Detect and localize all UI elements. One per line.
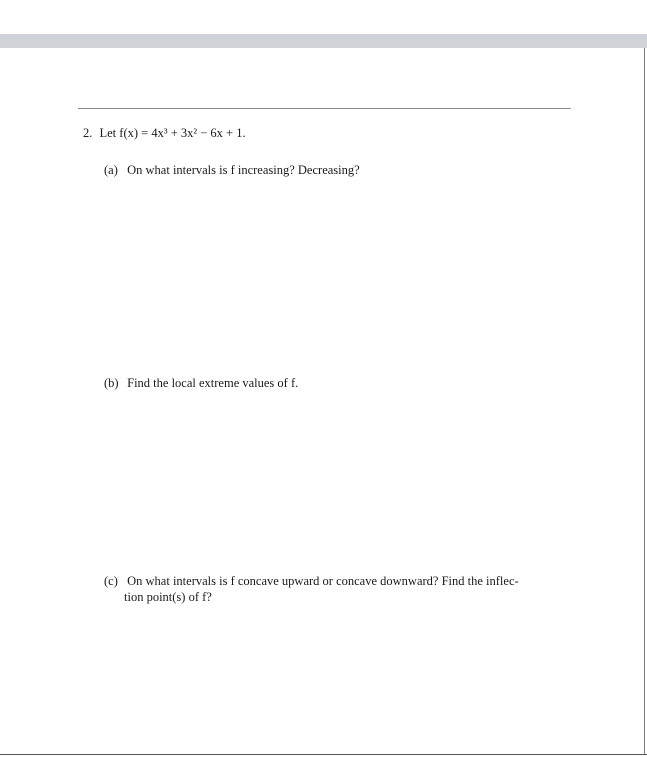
part-c-text-line1: On what intervals is f concave upward or concave downward? Find the inflec- bbox=[127, 574, 519, 588]
page-right-border bbox=[644, 48, 645, 755]
part-a-text: On what intervals is f increasing? Decreasing? bbox=[127, 163, 360, 177]
part-b-text: Find the local extreme values of f. bbox=[127, 376, 299, 390]
horizontal-rule bbox=[78, 108, 571, 109]
part-a-label: (a) bbox=[104, 163, 118, 177]
part-b-label: (b) bbox=[104, 376, 119, 390]
part-c bbox=[104, 573, 584, 605]
part-c-text-line2: tion point(s) of f? bbox=[124, 590, 212, 604]
problem-number: 2. bbox=[83, 126, 93, 140]
part-b bbox=[104, 375, 298, 391]
problem-statement bbox=[83, 125, 246, 141]
part-c-label: (c) bbox=[104, 574, 118, 588]
problem-text: Let f(x) = 4x³ + 3x² − 6x + 1. bbox=[99, 126, 246, 140]
part-a bbox=[104, 162, 360, 178]
page-bottom-border bbox=[0, 754, 647, 755]
top-bar bbox=[0, 34, 647, 48]
